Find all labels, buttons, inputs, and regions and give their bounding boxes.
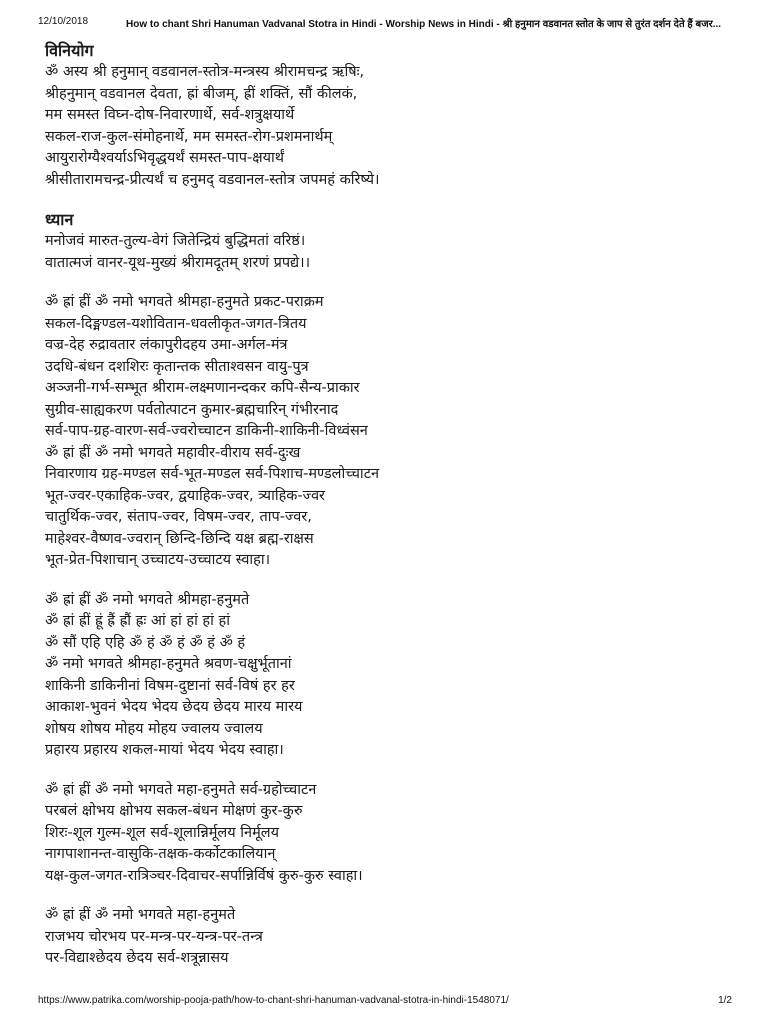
verse-line: श्रीसीतारामचन्द्र-प्रीत्यर्थं च हनुमद् वडवानल-स्तोत्र जपमहं करिष्ये। [45,171,380,188]
verse-line: ॐ ह्रां ह्रीं ॐ नमो भगवते श्रीमहा-हनुमते [45,591,250,608]
viniyog-lines [45,62,735,191]
verse-line: परबलं क्षोभय क्षोभय सकल-बंधन मोक्षणं कुर-कुरु [45,803,303,819]
dhyan-section [45,209,735,274]
verse-line: निवारणाय ग्रह-मण्डल सर्व-भूत-मण्डल सर्व-पिशाच-मण्डलोच्चाटन [45,466,380,482]
verse-line: यक्ष-कुल-जगत-रात्रिञ्चर-दिवाचर-सर्पान्निर्विषं कुरु-कुरु स्वाहा। [45,867,363,884]
verse-line: वज्र-देह रुद्रावतार लंकापुरीदहय उमा-अर्गल-मंत्र [45,337,288,353]
verse-line: मनोजवं मारुत-तुल्य-वेगं जितेन्द्रियं बुद्धिमतां वरिष्ठं। [45,233,306,249]
verse-line: राजभय चोरभय पर-मन्त्र-पर-यन्त्र-पर-तन्त्र [45,928,263,945]
verse-line: ॐ सौं एहि एहि ॐ हं ॐ हं ॐ हं ॐ हं [45,634,246,651]
verse-line: भूत-प्रेत-पिशाचान् उच्चाटय-उच्चाटय स्वाहा। [45,552,271,568]
verse-line: नागपाशानन्त-वासुकि-तक्षक-कर्कोटकालियान् [45,846,276,862]
page-header-title: How to chant Shri Hanuman Vadvanal Stotra in Hindi - Worship News in Hindi - श्री हनुमान वडवानत स्तोत के जाप से तुरंत दर्शन देते हैं बजर... [126,19,722,30]
stanza-four [45,905,735,970]
verse-line: ॐ ह्रां ह्रीं ॐ नमो भगवते महावीर-वीराय सर्व-दुःख [45,444,301,461]
verse-line: सुग्रीव-साह्यकरण पर्वतोत्पाटन कुमार-ब्रह्मचारिन् गंभीरनाद [45,401,339,418]
verse-line: सकल-दिङ्मण्डल-यशोवितान-धवलीकृत-जगत-त्रितय [45,315,307,332]
verse-line: ॐ ह्रां ह्रीं ॐ नमो भगवते श्रीमहा-हनुमते प्रकट-पराक्रम [45,294,324,310]
verse-line: शिरः-शूल गुल्म-शूल सर्व-शूलान्निर्मूलय निर्मूलय [45,824,279,841]
viniyog-section [45,40,735,191]
verse-line: प्रहारय प्रहारय शकल-मायां भेदय भेदय स्वाहा। [45,742,284,758]
page-header-date: 12/10/2018 [38,16,89,27]
verse-line: सकल-राज-कुल-संमोहनार्थे, मम समस्त-रोग-प्रशमनार्थम् [45,128,333,145]
viniyog-heading: विनियोग [45,41,94,60]
verse-line: माहेश्वर-वैष्णव-ज्वरान् छिन्दि-छिन्दि यक्ष ब्रह्म-राक्षस [45,530,314,547]
verse-line: चातुर्थिक-ज्वर, संताप-ज्वर, विषम-ज्वर, ताप-ज्वर, [45,509,312,525]
verse-line: शाकिनी डाकिनीनां विषम-दुष्टानां सर्व-विषं हर हर [45,677,295,694]
verse-line: ॐ नमो भगवते श्रीमहा-हनुमते श्रवण-चक्षुर्भूतानां [45,656,292,672]
dhyan-heading: ध्यान [45,210,74,229]
verse-line: ॐ अस्य श्री हनुमान् वडवानल-स्तोत्र-मन्त्रस्य श्रीरामचन्द्र ऋषिः, [45,64,365,80]
verse-line: ॐ ह्रां ह्रीं ॐ नमो भगवते महा-हनुमते [45,907,236,923]
stanza-two [45,590,735,762]
verse-line: सर्व-पाप-ग्रह-वारण-सर्व-ज्वरोच्चाटन डाकिनी-शाकिनी-विध्वंसन [45,423,368,439]
verse-line: आयुरारोग्यैश्वर्याऽभिवृद्धयर्थं समस्त-पाप-क्षयार्थं [45,150,285,166]
verse-line: शोषय शोषय मोहय मोहय ज्वालय ज्वालय [45,720,263,737]
stanza-one [45,292,735,572]
verse-line: आकाश-भुवनं भेदय भेदय छेदय छेदय मारय मारय [45,699,303,715]
verse-line: ॐ ह्रां ह्रीं ॐ नमो भगवते महा-हनुमते सर्व-ग्रहोच्चाटन [45,781,317,798]
verse-line: श्रीहनुमान् वडवानल देवता, ह्रां बीजम्, ह्रीं शक्तिं, सौं कीलकं, [45,85,358,102]
page-footer-url[interactable]: https://www.patrika.com/worship-pooja-path/how-to-chant-shri-hanuman-vadvanal-stotra-in-hindi-1548071/ [38,995,509,1006]
verse-line: भूत-ज्वर-एकाहिक-ज्वर, द्वयाहिक-ज्वर, त्र्याहिक-ज्वर [45,487,325,504]
verse-line: ॐ ह्रां ह्रीं ह्रूं ह्रैं ह्रौं ह्रः आं हां हां हां हां [45,613,230,629]
verse-line: पर-विद्याश्छेदय छेदय सर्व-शत्रून्नासय [45,950,229,966]
verse-line: अञ्जनी-गर्भ-सम्भूत श्रीराम-लक्ष्मणानन्दकर कपि-सैन्य-प्राकार [45,380,360,396]
page-footer-number: 1/2 [718,995,732,1006]
dhyan-lines [45,231,735,274]
verse-line: मम समस्त विघ्न-दोष-निवारणार्थे, सर्व-शत्रुक्षयार्थे [45,107,295,123]
document-body [45,40,735,970]
verse-line: वातात्मजं वानर-यूथ-मुख्यं श्रीरामदूतम् शरणं प्रपद्ये।। [45,254,311,271]
stanza-three [45,780,735,888]
verse-line: उदधि-बंधन दशशिरः कृतान्तक सीताश्वसन वायु-पुत्र [45,358,309,375]
